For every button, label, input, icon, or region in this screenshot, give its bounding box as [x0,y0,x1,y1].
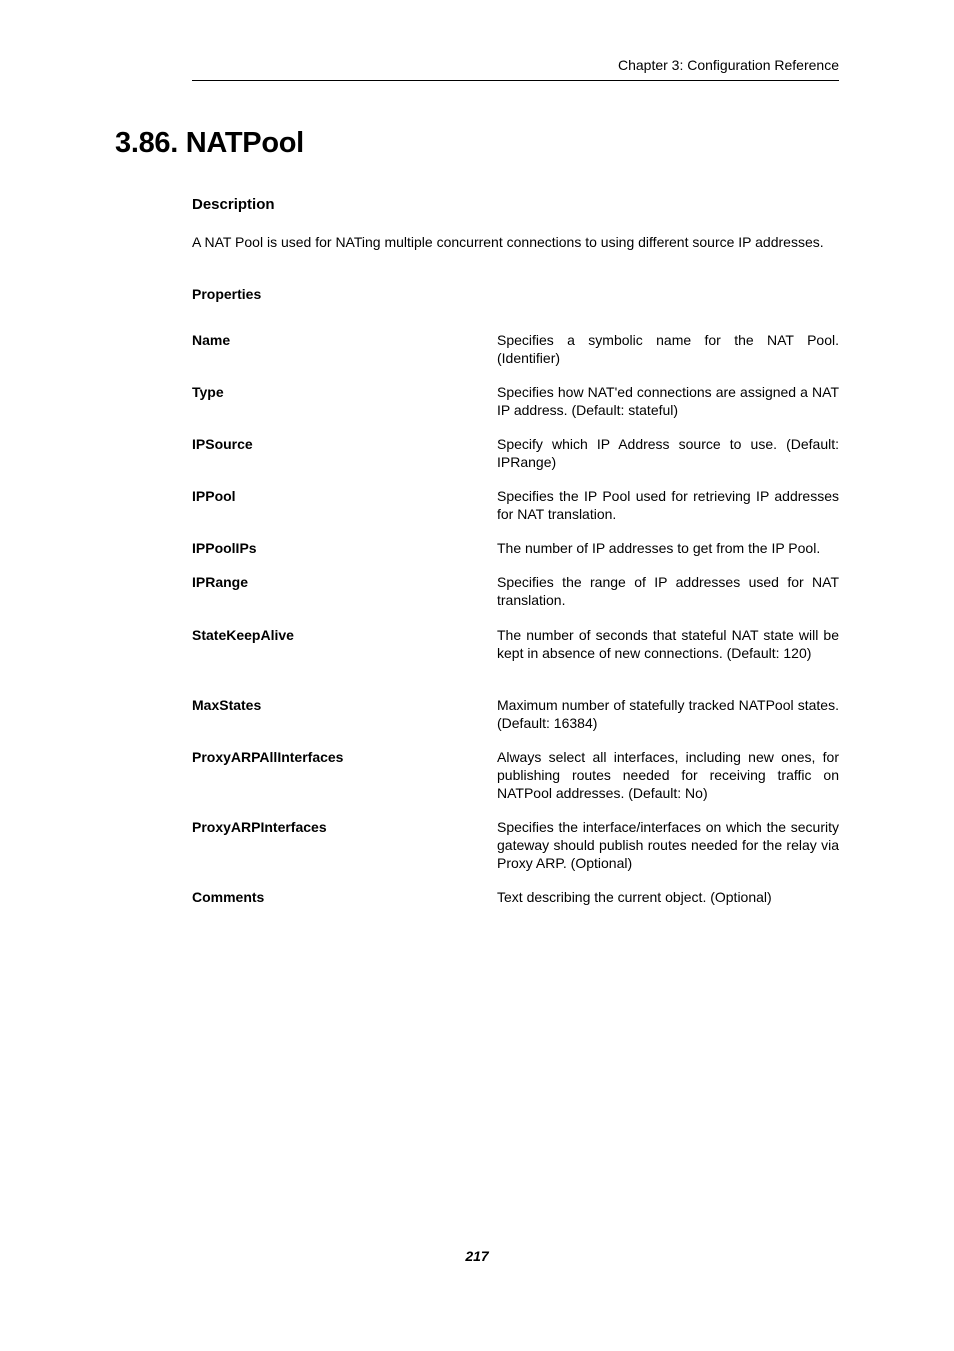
property-description: Maximum number of statefully tracked NATPool states. (Default: 16384) [497,697,839,731]
property-name: ProxyARPAllInterfaces [192,749,344,765]
property-name: Comments [192,889,265,905]
page-header [192,55,839,81]
property-description: Specifies the IP Pool used for retrieving IP addresses for NAT translation. [497,488,839,522]
property-name: MaxStates [192,697,262,713]
property-name: StateKeepAlive [192,627,294,643]
property-description: Specify which IP Address source to use. (Default: IPRange) [497,436,839,470]
section-title: 3.86. NATPool [115,127,304,159]
description-text: A NAT Pool is used for NATing multiple concurrent connections to using different source IP addresses. [192,234,824,250]
property-description: The number of IP addresses to get from the IP Pool. [497,540,821,556]
description-heading: Description [192,196,275,213]
property-name: ProxyARPInterfaces [192,819,327,835]
property-name: IPRange [192,574,249,590]
property-name: IPSource [192,436,253,452]
property-name: IPPoolIPs [192,540,257,556]
page-number: 217 [465,1248,489,1264]
property-description: Specifies the range of IP addresses used for NAT translation. [497,574,839,608]
property-description: The number of seconds that stateful NAT state will be kept in absence of new connections. (Default: 120) [497,627,839,661]
property-name: Type [192,384,224,400]
property-description: Specifies how NAT'ed connections are assigned a NAT IP address. (Default: stateful) [497,384,839,418]
property-name: IPPool [192,488,236,504]
property-description: Text describing the current object. (Optional) [497,889,772,905]
property-description: Specifies the interface/interfaces on which the security gateway should publish routes needed for the relay via Proxy ARP. (Optional) [497,819,839,871]
property-description: Always select all interfaces, including new ones, for publishing routes needed for receiving traffic on NATPool addresses. (Default: No) [497,749,839,801]
running-title: Chapter 3: Configuration Reference [617,57,839,73]
property-description: Specifies a symbolic name for the NAT Pool. (Identifier) [497,332,839,366]
properties-heading: Properties [192,286,262,302]
property-name: Name [192,332,231,348]
